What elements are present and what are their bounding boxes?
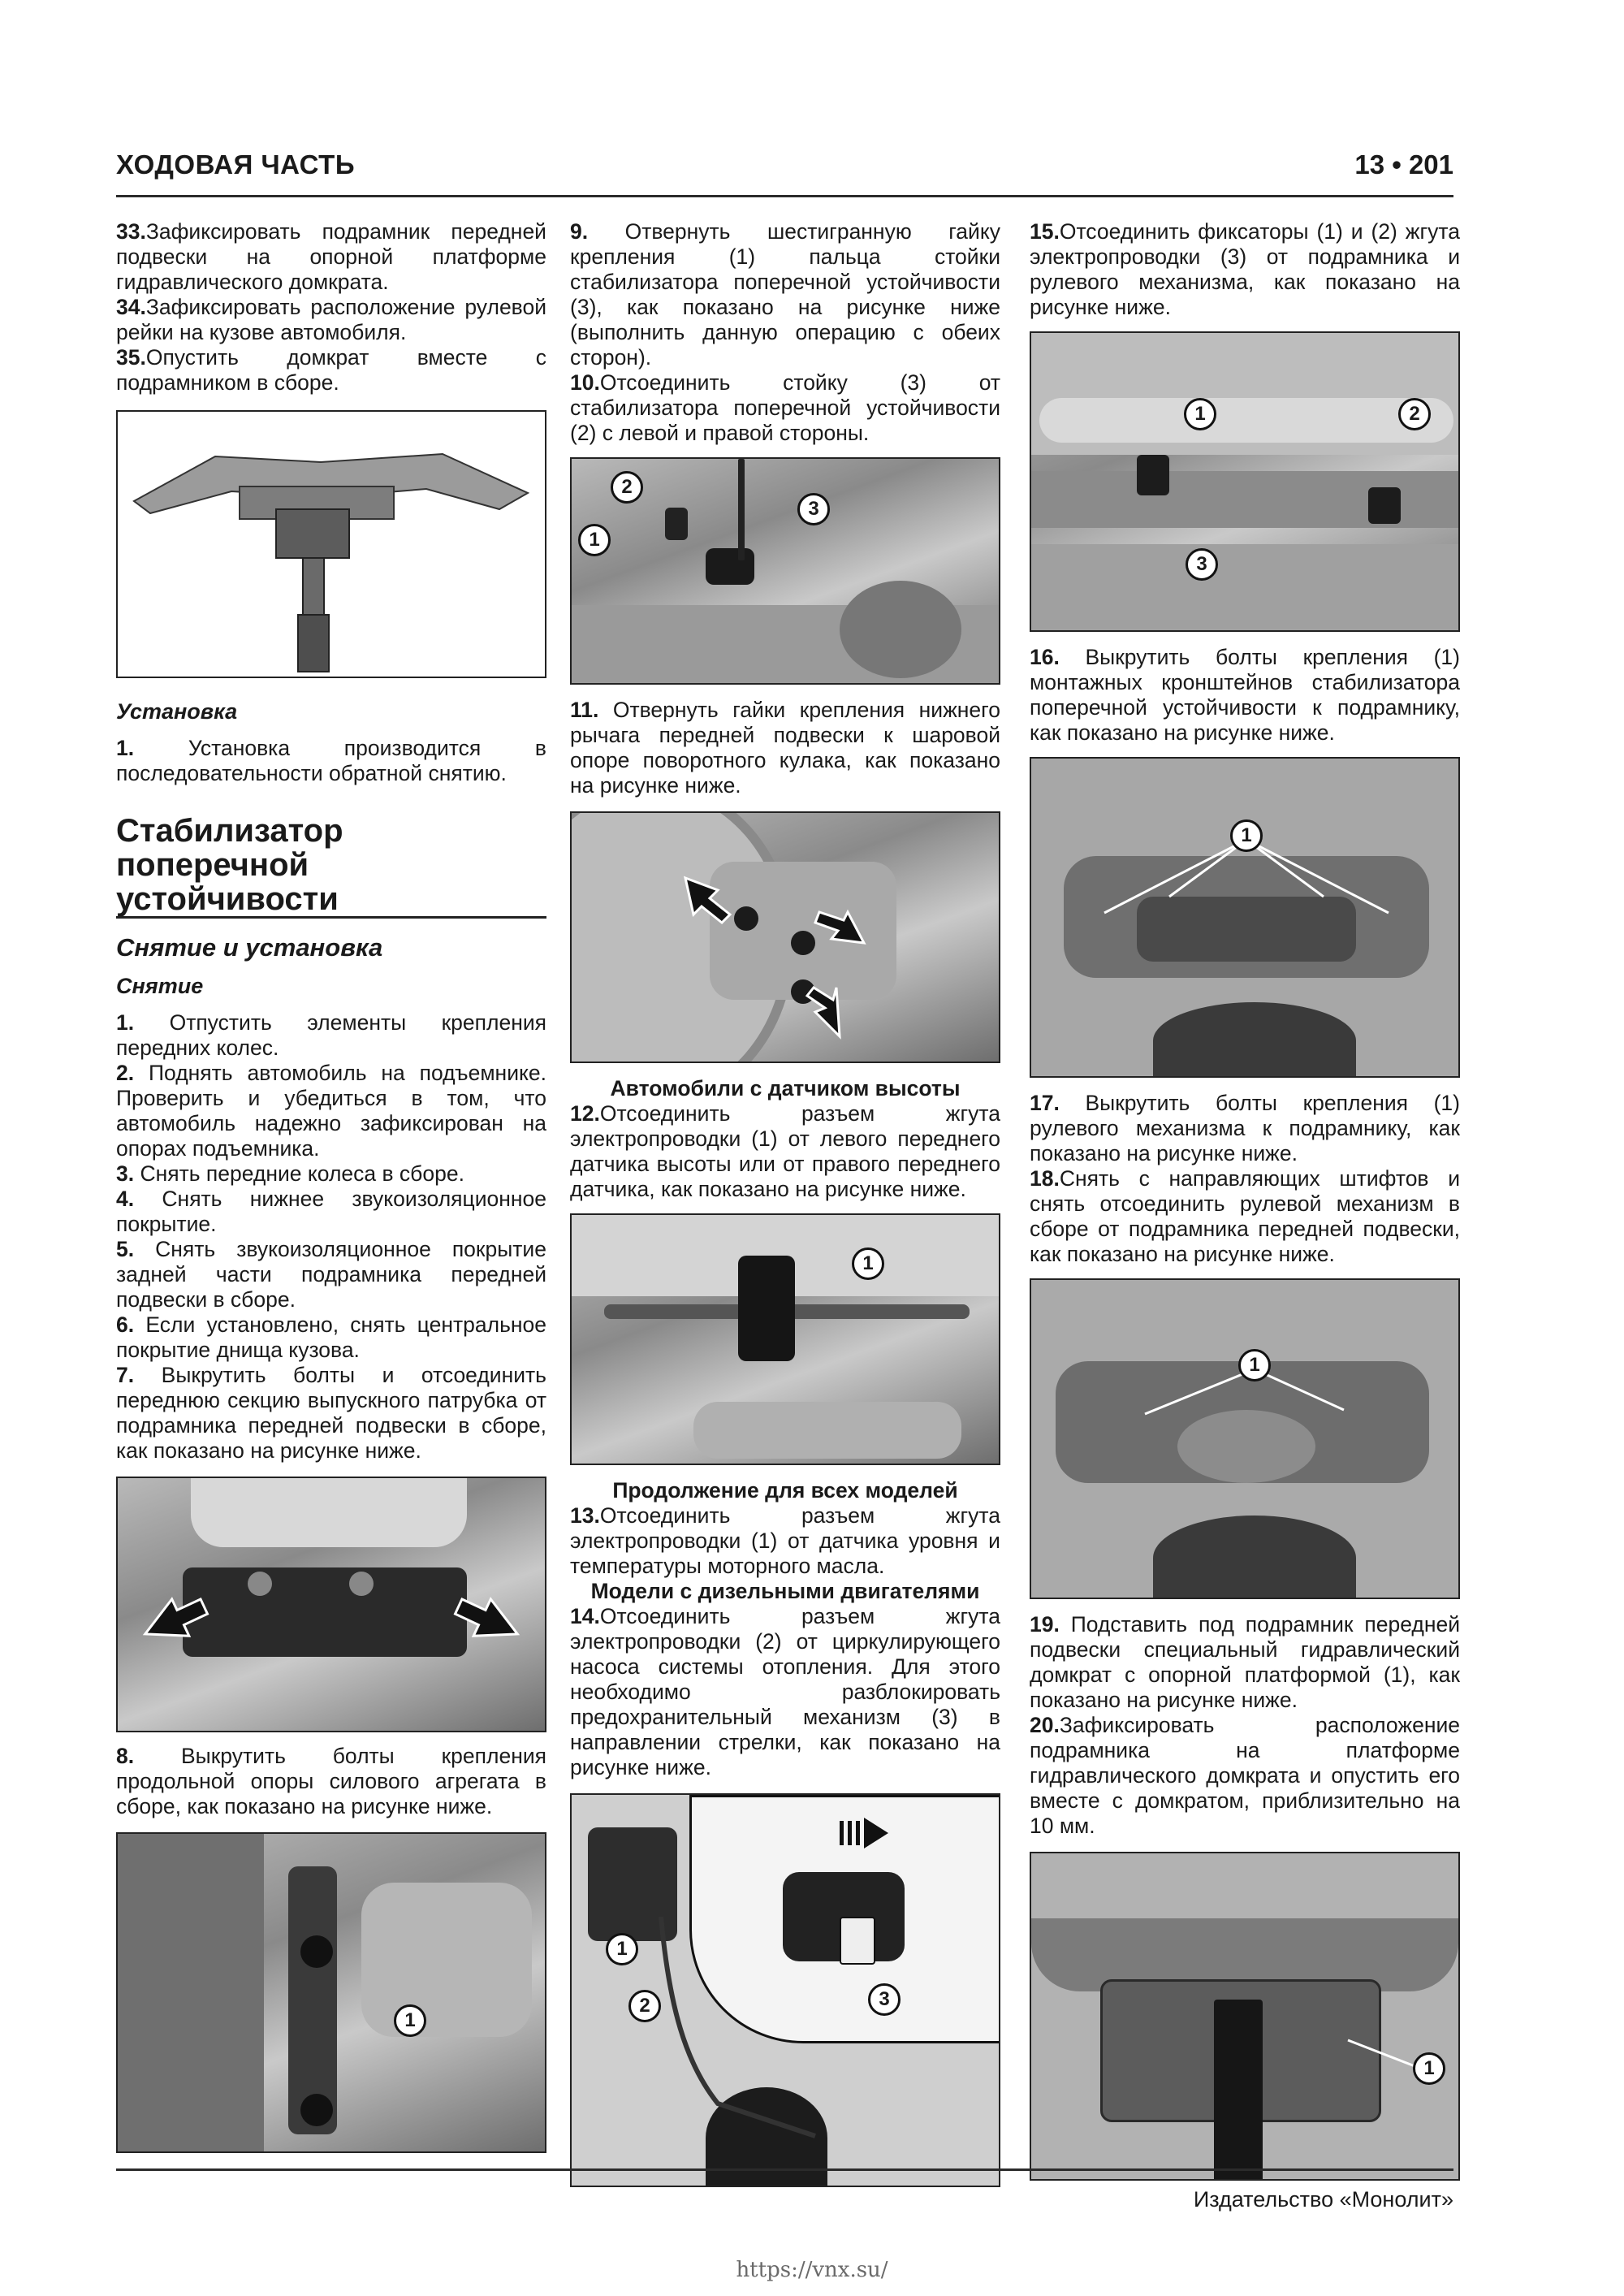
- step-18: 18.Снять с направляющих штифтов и снять отсоединить рулевой механизм в сборе от подрамника передней подвески, как показано на рисунке ниже.: [1030, 1166, 1460, 1266]
- install-heading: Установка: [116, 699, 238, 724]
- figure-heater-pump-connector: [570, 1793, 1000, 2187]
- step-19: 19. Подставить под подрамник передней подвески специальный гидравлический домкрат с опорной платформой (1), как показано на рисунке ниже.: [1030, 1612, 1460, 1712]
- callout-1: 1: [1230, 819, 1263, 852]
- direction-arrow-icon: [572, 1795, 999, 2186]
- page-header: [116, 145, 1453, 197]
- callout-2: 2: [1398, 398, 1431, 430]
- step-text: Зафиксировать подрамник передней подвески на опорной платформе гидравлического домкрата.: [116, 219, 546, 294]
- step-20: 20.Зафиксировать расположение подрамника на платформе гидравлического домкрата и опустить его вместе с домкратом, приблизительно на 10 мм.: [1030, 1713, 1460, 1838]
- section-title-line-3: устойчивости: [116, 881, 339, 917]
- step-34: [116, 295, 546, 345]
- subframe-jack-illustration: [118, 412, 545, 677]
- subsection-title: Снятие и установка: [116, 933, 383, 962]
- step-8: [116, 1744, 546, 1819]
- watermark-link[interactable]: https://vnx.su/: [736, 2258, 888, 2282]
- removal-step-6: 6. Если установлено, снять центральное покрытие днища кузова.: [116, 1312, 546, 1362]
- removal-heading: Снятие: [116, 974, 204, 998]
- callout-1: 1: [1238, 1349, 1271, 1381]
- callout-1: 1: [1413, 2052, 1445, 2085]
- step-text: Выкрутить болты крепления продольной опоры силового агрегата в сборе, как показано на рисунке ниже.: [116, 1744, 546, 1818]
- arrow-icons: [572, 813, 999, 1062]
- arrow-icons: [118, 1478, 545, 1731]
- step-9: 9. Отвернуть шестигранную гайку крепления (1) пальца стойки стабилизатора поперечной устойчивости (3), как показано на рисунке ниже (выполнить данную операцию с обеих сторон).: [570, 219, 1000, 370]
- callout-1: 1: [1184, 398, 1216, 430]
- step-text: Опустить домкрат вместе с подрамником в сборе.: [116, 345, 546, 395]
- step-text: Зафиксировать расположение рулевой рейки на кузове автомобиля.: [116, 295, 546, 344]
- step-13: 13.Отсоединить разъем жгута электропроводки (1) от датчика уровня и температуры моторного масла.: [570, 1503, 1000, 1578]
- leader-line: [1031, 1853, 1458, 2179]
- removal-step-2: 2. Поднять автомобиль на подъемнике. Проверить и убедиться в том, что автомобиль надежно зафиксирован на опорах подъемника.: [116, 1061, 546, 1161]
- callout-1: 1: [394, 2004, 426, 2037]
- publisher: Издательство «Монолит»: [1193, 2187, 1453, 2212]
- figure-stabilizer-link: [570, 457, 1000, 685]
- page-footer: [116, 2168, 1453, 2212]
- figure-exhaust-mount: [116, 1477, 546, 1732]
- section-title-block: [116, 814, 546, 919]
- removal-step-7: 7. Выкрутить болты и отсоединить переднюю секцию выпускного патрубка от подрамника передней подвески в сборе, как показано на рисунке ниже.: [116, 1363, 546, 1463]
- step-number: 35.: [116, 345, 146, 370]
- page-number: 13 • 201: [1354, 149, 1453, 179]
- figure-steering-gear-bolts: [1030, 1278, 1460, 1599]
- callout-2: 2: [628, 1990, 661, 2022]
- column-middle: [570, 219, 1000, 2187]
- leader-lines: [1031, 759, 1458, 1076]
- column-left: [116, 219, 546, 2153]
- step-number: 34.: [116, 295, 146, 319]
- leader-lines: [1031, 1280, 1458, 1598]
- callout-1: 1: [606, 1933, 638, 1965]
- step-number: 8.: [116, 1744, 135, 1768]
- step-10: 10.Отсоединить стойку (3) от стабилизатора поперечной устойчивости (2) с левой и правой стороны.: [570, 370, 1000, 445]
- removal-step-3: 3. Снять передние колеса в сборе.: [116, 1161, 464, 1186]
- step-33: [116, 219, 546, 295]
- figure-ball-joint: [570, 811, 1000, 1063]
- step-number: 33.: [116, 219, 146, 244]
- step-35: [116, 345, 546, 396]
- section-header-title: ХОДОВАЯ ЧАСТЬ: [116, 149, 356, 179]
- section-title-line-2: поперечной: [116, 847, 309, 883]
- install-step-1: [116, 736, 546, 786]
- step-14: 14.Отсоединить разъем жгута электропроводки (2) от циркулирующего насоса системы отопления. Для этого необходимо разблокировать предохранительный механизм (3) в направлении стрелки, как показано на рисунке ниже.: [570, 1604, 1000, 1779]
- step-15: 15.Отсоединить фиксаторы (1) и (2) жгута электропроводки (3) от подрамника и рулевого механизма, как показано на рисунке ниже.: [1030, 219, 1460, 319]
- figure-jack-platform: [1030, 1852, 1460, 2181]
- step-number: 1.: [116, 736, 135, 760]
- removal-step-5: 5. Снять звукоизоляционное покрытие задней части подрамника передней подвески в сборе.: [116, 1237, 546, 1312]
- diesel-heading: Модели с дизельными двигателями: [590, 1579, 980, 1603]
- section-title-line-1: Стабилизатор: [116, 813, 343, 849]
- figure-stabilizer-brackets: [1030, 757, 1460, 1078]
- step-17: 17. Выкрутить болты крепления (1) рулевого механизма к подрамнику, как показано на рисунке ниже.: [1030, 1091, 1460, 1165]
- step-text: Установка производится в последовательности обратной снятию.: [116, 736, 546, 785]
- figure-harness-clips: [1030, 331, 1460, 632]
- callout-2: 2: [611, 471, 643, 504]
- figure-height-sensor: [570, 1213, 1000, 1465]
- callout-3: 3: [797, 493, 830, 525]
- figure-powertrain-mount: [116, 1832, 546, 2153]
- column-right: [1030, 219, 1460, 2181]
- height-sensor-heading: Автомобили с датчиком высоты: [610, 1076, 961, 1100]
- removal-step-1: 1. Отпустить элементы крепления передних колес.: [116, 1010, 546, 1060]
- removal-step-4: 4. Снять нижнее звукоизоляционное покрытие.: [116, 1187, 546, 1236]
- all-models-heading: Продолжение для всех моделей: [612, 1478, 958, 1503]
- step-11: 11. Отвернуть гайки крепления нижнего рычага передней подвески к шаровой опоре поворотного кулака, как показано на рисунке ниже.: [570, 698, 1000, 798]
- callout-3: 3: [868, 1983, 901, 2016]
- step-16: 16. Выкрутить болты крепления (1) монтажных кронштейнов стабилизатора поперечной устойчивости к подрамнику, как показано на рисунке ниже.: [1030, 645, 1460, 745]
- figure-subframe-on-jack: [116, 410, 546, 678]
- step-12: 12.Отсоединить разъем жгута электропроводки (1) от левого переднего датчика высоты или от правого переднего датчика, как показано на рисунке ниже.: [570, 1101, 1000, 1201]
- callout-1: 1: [578, 524, 611, 556]
- callout-3: 3: [1186, 548, 1218, 581]
- callout-1: 1: [852, 1247, 884, 1280]
- removal-steps: [116, 1010, 546, 1464]
